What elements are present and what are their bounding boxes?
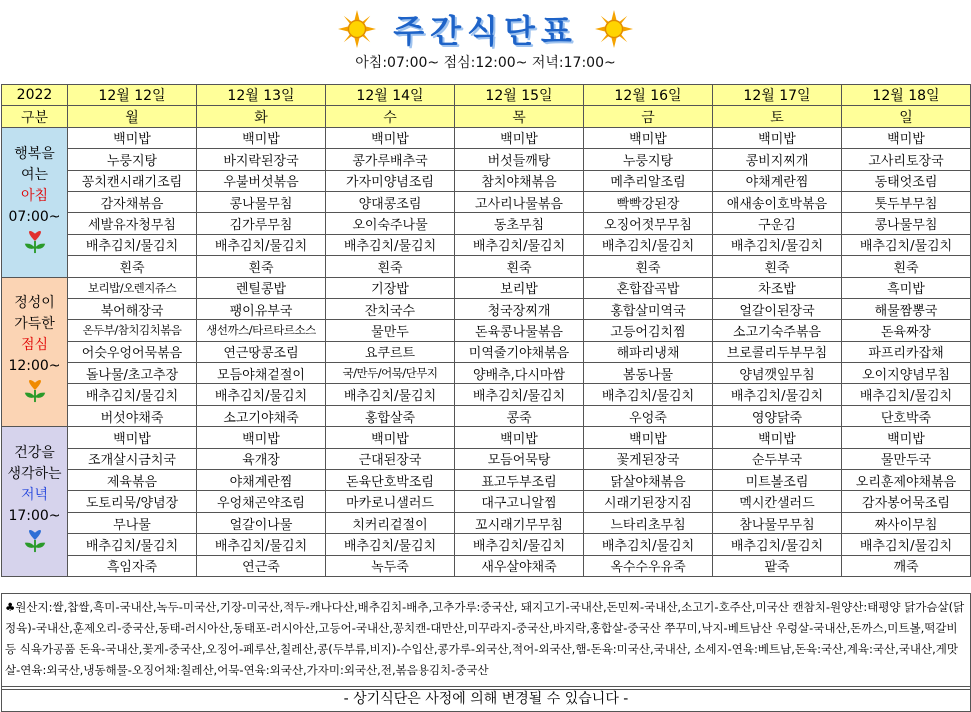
- page-title: [0, 6, 971, 52]
- menu-row: [2, 320, 971, 341]
- sun-icon: [338, 10, 376, 48]
- menu-cell: 배추김치/물김치: [68, 384, 197, 405]
- menu-row: [2, 149, 971, 170]
- menu-cell: 배추김치/물김치: [455, 534, 584, 555]
- menu-row: [2, 213, 971, 234]
- menu-cell: 배추김치/물김치: [713, 234, 842, 255]
- meal-slogan-line1: 건강을: [14, 445, 55, 462]
- menu-cell: 팽이유부국: [197, 298, 326, 319]
- menu-cell: 돈육단호박조림: [326, 470, 455, 491]
- menu-row: [2, 534, 971, 555]
- menu-cell: 참나물무무침: [713, 512, 842, 533]
- menu-cell: 백미밥: [68, 427, 197, 448]
- date-cell: 12월 17일: [713, 85, 842, 106]
- menu-cell: 어슷우엉어묵볶음: [68, 341, 197, 362]
- menu-cell: 양배추,다시마쌈: [455, 363, 584, 384]
- day-cell: 수: [326, 106, 455, 127]
- menu-cell: 백미밥: [842, 427, 971, 448]
- menu-cell: 기장밥: [326, 277, 455, 298]
- menu-cell: 백미밥: [455, 427, 584, 448]
- menu-cell: 배추김치/물김치: [197, 534, 326, 555]
- menu-row: [2, 470, 971, 491]
- menu-cell: 배추김치/물김치: [842, 234, 971, 255]
- menu-cell: 돈육짜장: [842, 320, 971, 341]
- day-cell: 목: [455, 106, 584, 127]
- menu-cell: 우엉채곤약조림: [197, 491, 326, 512]
- flower-icon: [20, 527, 50, 553]
- meal-slogan-line1: 정성이: [14, 295, 55, 312]
- menu-cell: 근대된장국: [326, 448, 455, 469]
- date-cell: 12월 15일: [455, 85, 584, 106]
- date-row: [2, 85, 971, 106]
- menu-cell: 야채계란찜: [713, 170, 842, 191]
- day-row: [2, 106, 971, 127]
- menu-row: [2, 448, 971, 469]
- menu-cell: 콩가루배추국: [326, 149, 455, 170]
- menu-cell: 표고두부조림: [455, 470, 584, 491]
- menu-cell: 흰죽: [584, 256, 713, 277]
- menu-cell: 백미밥: [842, 127, 971, 148]
- menu-cell: 빡빡강된장: [584, 191, 713, 212]
- menu-cell: 우엉죽: [584, 405, 713, 426]
- menu-cell: 바지락된장국: [197, 149, 326, 170]
- menu-cell: 배추김치/물김치: [326, 384, 455, 405]
- menu-cell: 온두부/참치김치볶음: [68, 320, 197, 341]
- menu-cell: 백미밥: [197, 127, 326, 148]
- menu-cell: 구운김: [713, 213, 842, 234]
- menu-cell: 누룽지탕: [584, 149, 713, 170]
- date-cell: 12월 13일: [197, 85, 326, 106]
- menu-cell: 소고기야채죽: [197, 405, 326, 426]
- menu-cell: 배추김치/물김치: [455, 384, 584, 405]
- menu-cell: 연근죽: [197, 555, 326, 576]
- menu-cell: 홍합살죽: [326, 405, 455, 426]
- menu-cell: 흰죽: [842, 256, 971, 277]
- menu-cell: 배추김치/물김치: [584, 534, 713, 555]
- meal-name: 점심: [20, 337, 49, 354]
- meal-name: 저녁: [20, 487, 49, 504]
- menu-row: [2, 512, 971, 533]
- menu-row: [2, 427, 971, 448]
- menu-cell: 고사리나물볶음: [455, 191, 584, 212]
- day-cell: 토: [713, 106, 842, 127]
- menu-cell: 배추김치/물김치: [197, 234, 326, 255]
- meal-name: 아침: [20, 187, 49, 204]
- menu-cell: 흰죽: [326, 256, 455, 277]
- menu-cell: 동초무침: [455, 213, 584, 234]
- day-cell: 일: [842, 106, 971, 127]
- meal-time: 17:00~: [8, 508, 61, 525]
- menu-cell: 얼갈이나물: [197, 512, 326, 533]
- menu-cell: 미역줄기야채볶음: [455, 341, 584, 362]
- menu-cell: 흰죽: [197, 256, 326, 277]
- menu-cell: 버섯야채죽: [68, 405, 197, 426]
- menu-cell: 배추김치/물김치: [68, 534, 197, 555]
- menu-cell: 무나물: [68, 512, 197, 533]
- menu-row: [2, 127, 971, 148]
- menu-cell: 백미밥: [584, 127, 713, 148]
- menu-cell: 모듬야채겉절이: [197, 363, 326, 384]
- menu-cell: 배추김치/물김치: [713, 384, 842, 405]
- menu-cell: 흑임자죽: [68, 555, 197, 576]
- menu-cell: 생선까스/타르타르소스: [197, 320, 326, 341]
- menu-cell: 잔치국수: [326, 298, 455, 319]
- footer-notice: - 상기식단은 사정에 의해 변경될 수 있습니다 -: [1, 686, 971, 712]
- menu-cell: 봄동나물: [584, 363, 713, 384]
- menu-cell: 배추김치/물김치: [455, 234, 584, 255]
- menu-cell: 백미밥: [713, 427, 842, 448]
- menu-cell: 대구고니알찜: [455, 491, 584, 512]
- menu-row: [2, 191, 971, 212]
- menu-cell: 감자채볶음: [68, 191, 197, 212]
- menu-cell: 배추김치/물김치: [326, 234, 455, 255]
- menu-cell: 콩비지찌개: [713, 149, 842, 170]
- menu-row: [2, 491, 971, 512]
- menu-cell: 미트볼조림: [713, 470, 842, 491]
- menu-cell: 백미밥: [197, 427, 326, 448]
- menu-row: [2, 384, 971, 405]
- meal-slogan-line1: 행복을: [14, 145, 55, 162]
- menu-cell: 배추김치/물김치: [584, 384, 713, 405]
- page-header: [0, 0, 971, 84]
- menu-cell: 흰죽: [713, 256, 842, 277]
- menu-cell: 브로콜리두부무침: [713, 341, 842, 362]
- menu-cell: 순두부국: [713, 448, 842, 469]
- flower-icon: [20, 377, 50, 403]
- menu-cell: 백미밥: [326, 127, 455, 148]
- menu-cell: 백미밥: [68, 127, 197, 148]
- menu-cell: 김가루무침: [197, 213, 326, 234]
- menu-cell: 배추김치/물김치: [713, 534, 842, 555]
- meal-time: 12:00~: [8, 358, 61, 375]
- menu-row: [2, 234, 971, 255]
- menu-cell: 양대콩조림: [326, 191, 455, 212]
- day-cell: 금: [584, 106, 713, 127]
- date-cell: 12월 18일: [842, 85, 971, 106]
- menu-cell: 해파리냉채: [584, 341, 713, 362]
- menu-cell: 메추리알조림: [584, 170, 713, 191]
- menu-cell: 마카로니샐러드: [326, 491, 455, 512]
- menu-cell: 차조밥: [713, 277, 842, 298]
- menu-cell: 보리밥: [455, 277, 584, 298]
- meal-slogan-line2: 생각하는: [7, 466, 62, 483]
- menu-cell: 버섯들깨탕: [455, 149, 584, 170]
- sun-icon: [595, 10, 633, 48]
- menu-cell: 흰죽: [455, 256, 584, 277]
- menu-cell: 요쿠르트: [326, 341, 455, 362]
- menu-cell: 배추김치/물김치: [326, 534, 455, 555]
- menu-cell: 시래기된장지짐: [584, 491, 713, 512]
- menu-cell: 오리훈제야채볶음: [842, 470, 971, 491]
- menu-cell: 흑미밥: [842, 277, 971, 298]
- menu-cell: 육개장: [197, 448, 326, 469]
- menu-cell: 파프리카잡채: [842, 341, 971, 362]
- menu-row: [2, 256, 971, 277]
- menu-cell: 소고기숙주볶음: [713, 320, 842, 341]
- menu-row: [2, 405, 971, 426]
- title-text: 주간식단표: [393, 12, 578, 50]
- menu-cell: 누룽지탕: [68, 149, 197, 170]
- menu-row: [2, 555, 971, 576]
- menu-cell: 닭살야채볶음: [584, 470, 713, 491]
- menu-cell: 도토리묵/양념장: [68, 491, 197, 512]
- menu-cell: 꽁치캔시래기조림: [68, 170, 197, 191]
- menu-cell: 백미밥: [713, 127, 842, 148]
- menu-cell: 물만두: [326, 320, 455, 341]
- category-label: 구분: [2, 106, 68, 127]
- lunch-label-cell: [2, 277, 68, 427]
- menu-cell: 연근땅콩조림: [197, 341, 326, 362]
- menu-cell: 배추김치/물김치: [68, 234, 197, 255]
- dinner-label-cell: [2, 427, 68, 577]
- menu-cell: 배추김치/물김치: [197, 384, 326, 405]
- origin-notes: ♣원산지:쌀,찹쌀,흑미-국내산,녹두-미국산,기장-미국산,적두-캐나다산,배추김치-배추,고추가루:중국산, 돼지고기-국내산,돈민찌-국내산,소고기-호주산,미국산 캔참치-원양산:태평양 닭가슴살(닭정육)-국내산,훈제오리-중국산,동태-러시아산,동태포-러시아산,고등어-국내산,꽁치캔-대만산,미꾸라지-중국산,바지락,홍합살-중국산 쭈꾸미,낙지-베트남산 우렁살-국내산,돈까스,미트볼,떡갈비등 식육가공품 돈육-국내산,꽃게-중국산,오징어-페루산,칠레산,콩(두부류,비지)-수입산,콩가루-외국산,적어-외국산,햄-돈육:미국산,국내산, 소세지-연육:베트남,돈육:국산,계육:국산,국내산,게맛살-연육:외국산,냉동해물-오징어채:칠레산,어묵-연육:외국산,가자미:외국산,전,볶음용김치-중국산: [1, 593, 971, 690]
- menu-cell: 영양닭죽: [713, 405, 842, 426]
- menu-cell: 얼갈이된장국: [713, 298, 842, 319]
- menu-cell: 혼합잡곡밥: [584, 277, 713, 298]
- menu-cell: 멕시칸샐러드: [713, 491, 842, 512]
- menu-cell: 청국장찌개: [455, 298, 584, 319]
- menu-cell: 국/만두/어묵/단무지: [326, 363, 455, 384]
- menu-cell: 느타리초무침: [584, 512, 713, 533]
- meal-slogan-line2: 여는: [20, 166, 49, 183]
- menu-cell: 감자봉어묵조림: [842, 491, 971, 512]
- menu-cell: 백미밥: [455, 127, 584, 148]
- menu-cell: 콩나물무침: [197, 191, 326, 212]
- menu-cell: 흰죽: [68, 256, 197, 277]
- menu-cell: 돌나물/초고추장: [68, 363, 197, 384]
- menu-cell: 깨죽: [842, 555, 971, 576]
- menu-cell: 물만두국: [842, 448, 971, 469]
- menu-cell: 우불버섯볶음: [197, 170, 326, 191]
- menu-cell: 새우살야채죽: [455, 555, 584, 576]
- menu-cell: 야채계란찜: [197, 470, 326, 491]
- menu-cell: 양념깻잎무침: [713, 363, 842, 384]
- menu-cell: 배추김치/물김치: [842, 384, 971, 405]
- menu-cell: 제육볶음: [68, 470, 197, 491]
- meal-slogan-line2: 가득한: [14, 316, 55, 333]
- menu-cell: 애새송이호박볶음: [713, 191, 842, 212]
- menu-cell: 녹두죽: [326, 555, 455, 576]
- menu-cell: 고사리토장국: [842, 149, 971, 170]
- menu-cell: 고등어김치찜: [584, 320, 713, 341]
- menu-cell: 홍합살미역국: [584, 298, 713, 319]
- menu-cell: 콩죽: [455, 405, 584, 426]
- menu-row: [2, 170, 971, 191]
- menu-cell: 돈육콩나물볶음: [455, 320, 584, 341]
- menu-cell: 단호박죽: [842, 405, 971, 426]
- date-cell: 12월 12일: [68, 85, 197, 106]
- flower-icon: [20, 228, 50, 254]
- date-cell: 12월 14일: [326, 85, 455, 106]
- menu-cell: 오징어젓무무침: [584, 213, 713, 234]
- menu-cell: 꼬시래기무무침: [455, 512, 584, 533]
- menu-cell: 톳두부무침: [842, 191, 971, 212]
- day-cell: 월: [68, 106, 197, 127]
- menu-cell: 오이숙주나물: [326, 213, 455, 234]
- menu-row: [2, 341, 971, 362]
- menu-cell: 해물짬뽕국: [842, 298, 971, 319]
- date-cell: 12월 16일: [584, 85, 713, 106]
- menu-cell: 옥수수우유죽: [584, 555, 713, 576]
- menu-cell: 치커리겉절이: [326, 512, 455, 533]
- menu-cell: 오이지양념무침: [842, 363, 971, 384]
- menu-table: [1, 84, 971, 577]
- menu-cell: 짜사이무침: [842, 512, 971, 533]
- menu-cell: 동태엇조림: [842, 170, 971, 191]
- menu-cell: 모듬어묵탕: [455, 448, 584, 469]
- menu-cell: 렌틸콩밥: [197, 277, 326, 298]
- menu-row: [2, 298, 971, 319]
- menu-cell: 팥죽: [713, 555, 842, 576]
- menu-cell: 조개살시금치국: [68, 448, 197, 469]
- day-cell: 화: [197, 106, 326, 127]
- breakfast-label-cell: [2, 127, 68, 277]
- meal-times: 아침:07:00~ 점심:12:00~ 저녁:17:00~: [355, 55, 616, 71]
- menu-cell: 북어해장국: [68, 298, 197, 319]
- menu-cell: 꽃게된장국: [584, 448, 713, 469]
- menu-cell: 가자미양념조림: [326, 170, 455, 191]
- menu-cell: 보리밥/오렌지쥬스: [68, 277, 197, 298]
- menu-cell: 백미밥: [584, 427, 713, 448]
- menu-cell: 세발유자청무침: [68, 213, 197, 234]
- menu-cell: 배추김치/물김치: [584, 234, 713, 255]
- menu-cell: 배추김치/물김치: [842, 534, 971, 555]
- menu-cell: 백미밥: [326, 427, 455, 448]
- year-cell: 2022: [2, 85, 68, 106]
- menu-row: [2, 277, 971, 298]
- menu-cell: 콩나물무침: [842, 213, 971, 234]
- menu-row: [2, 363, 971, 384]
- menu-cell: 참치야채볶음: [455, 170, 584, 191]
- meal-time: 07:00~: [8, 208, 61, 225]
